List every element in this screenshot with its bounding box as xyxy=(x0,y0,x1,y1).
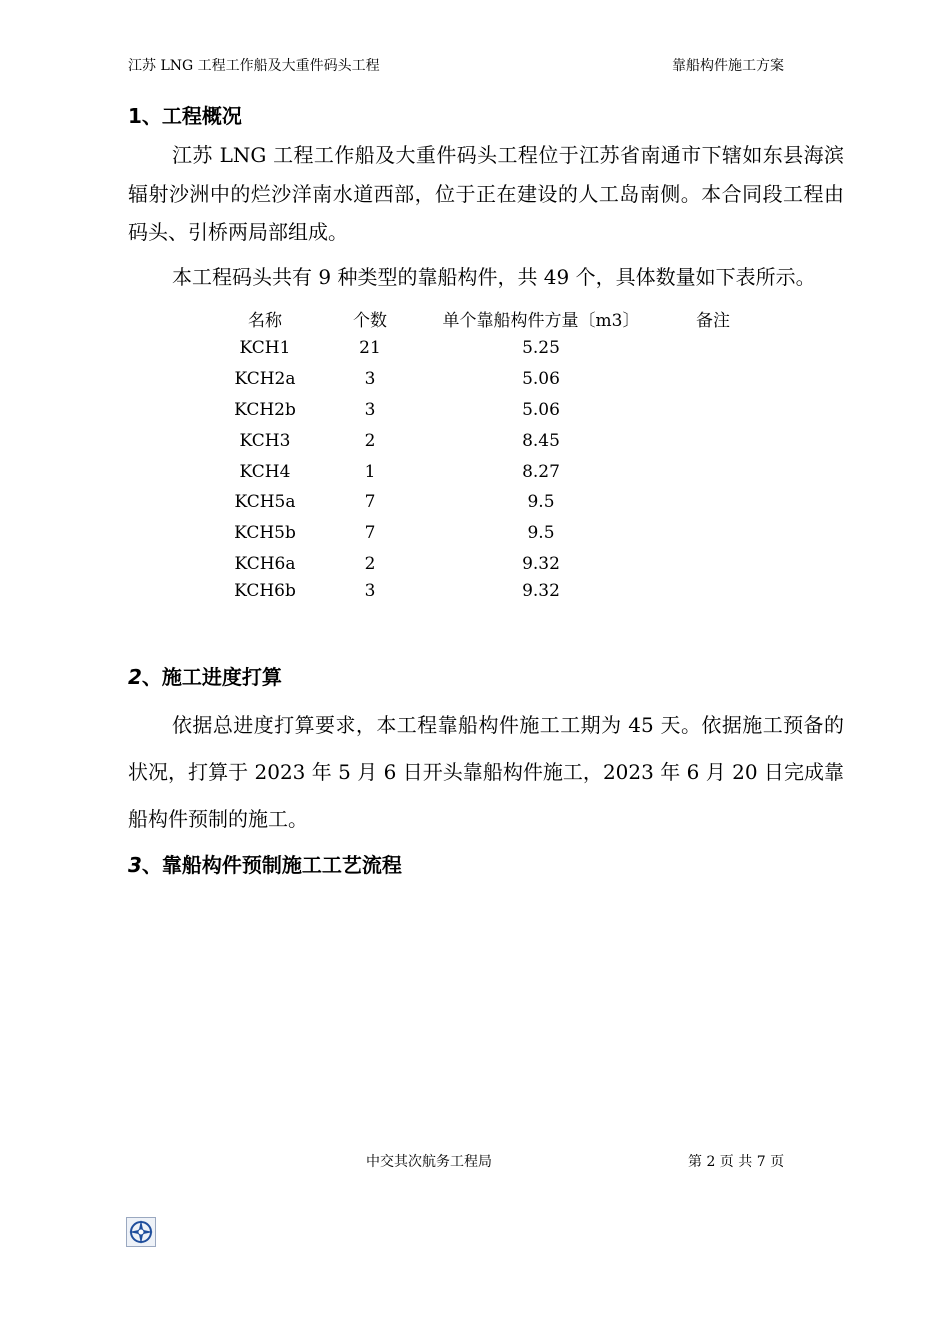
table-header-remark: 备注 xyxy=(696,311,730,331)
header-left-title: 江苏 LNG 工程工作船及大重件码头工程 xyxy=(128,58,380,74)
table-cell-count: 7 xyxy=(364,523,376,543)
table-cell-name: KCH6a xyxy=(234,554,296,574)
table-cell-volume: 9.32 xyxy=(522,554,560,574)
table-cell-name: KCH6b xyxy=(234,581,296,601)
table-header-name: 名称 xyxy=(248,311,282,331)
table-cell-name: KCH5a xyxy=(234,492,296,512)
table-cell-count: 2 xyxy=(364,554,376,574)
table-cell-count: 3 xyxy=(364,369,376,389)
table-cell-volume: 9.5 xyxy=(527,523,555,543)
table-cell-name: KCH4 xyxy=(239,462,291,482)
table-cell-volume: 8.27 xyxy=(522,462,560,482)
section2-paragraph-schedule: 依据总进度打算要求，本工程靠船构件施工工期为 45 天。依据施工预备的状况，打算于 2023 年 5 月 6 日开头靠船构件施工，2023 年 6 月 20 日完成靠船构件预制的施工。 xyxy=(128,713,844,831)
company-logo-icon xyxy=(126,1217,156,1247)
table-header-count: 个数 xyxy=(353,311,387,331)
table-cell-count: 3 xyxy=(364,400,376,420)
table-cell-count: 21 xyxy=(359,338,381,358)
table-cell-volume: 5.06 xyxy=(522,369,560,389)
section2-number: 2 xyxy=(128,665,142,689)
section3-title: 、靠船构件预制施工工艺流程 xyxy=(141,853,402,877)
footer-page-number: 第 2 页 共 7 页 xyxy=(688,1154,785,1170)
table-cell-name: KCH1 xyxy=(239,338,291,358)
section1-paragraph-components: 本工程码头共有 9 种类型的靠船构件，共 49 个，具体数量如下表所示。 xyxy=(172,265,816,289)
table-cell-name: KCH2a xyxy=(234,369,296,389)
table-cell-volume: 9.32 xyxy=(522,581,560,601)
footer-company: 中交其次航务工程局 xyxy=(366,1154,492,1170)
table-cell-volume: 5.06 xyxy=(522,400,560,420)
table-cell-volume: 9.5 xyxy=(527,492,555,512)
table-cell-name: KCH5b xyxy=(234,523,296,543)
section3-number: 3 xyxy=(128,853,142,877)
table-cell-name: KCH2b xyxy=(234,400,296,420)
table-cell-count: 2 xyxy=(364,431,376,451)
section1-heading: 1、工程概况 xyxy=(128,104,242,128)
table-cell-count: 7 xyxy=(364,492,376,512)
table-cell-volume: 5.25 xyxy=(522,338,560,358)
section1-paragraph-overview: 江苏 LNG 工程工作船及大重件码头工程位于江苏省南通市下辖如东县海滨辐射沙洲中的烂沙洋南水道西部，位于正在建设的人工岛南侧。本合同段工程由码头、引桥两局部组成。 xyxy=(128,143,844,244)
header-right-title: 靠船构件施工方案 xyxy=(672,58,784,74)
table-cell-count: 3 xyxy=(364,581,376,601)
table-cell-volume: 8.45 xyxy=(522,431,560,451)
table-cell-count: 1 xyxy=(364,462,376,482)
section2-heading xyxy=(128,661,282,690)
section2-title: 、施工进度打算 xyxy=(141,665,282,689)
table-cell-name: KCH3 xyxy=(239,431,291,451)
section3-heading xyxy=(128,849,402,878)
table-header-volume: 单个靠船构件方量〔m3〕 xyxy=(442,311,640,331)
